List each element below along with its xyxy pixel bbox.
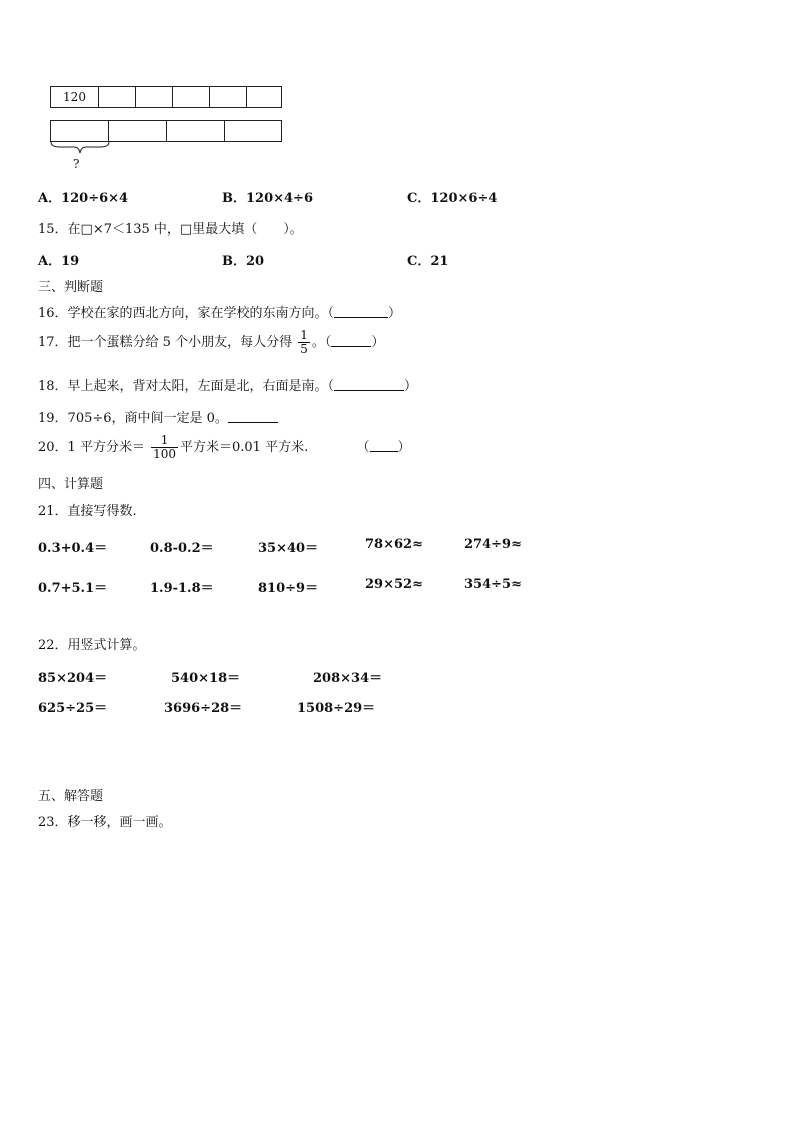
q17-fraction <box>298 329 310 356</box>
q17-fraction-denominator: 5 <box>300 342 308 356</box>
bottom-segment-cell <box>167 121 225 141</box>
q17 <box>38 329 384 356</box>
q19-answer-blank[interactable] <box>228 410 278 423</box>
section-heading-calculation: 四、计算题 <box>38 477 104 492</box>
q16-close: ） <box>388 306 402 321</box>
q17-close: ） <box>371 335 385 350</box>
q14-option-c: C．120×6÷4 <box>407 191 498 206</box>
q14-option-a: A．120÷6×4 <box>38 191 129 206</box>
q22-r2-c2: 3696÷28＝ <box>164 701 243 716</box>
top-segment-cell <box>210 87 247 107</box>
q14-option-b: B．120×4÷6 <box>222 191 314 206</box>
q17-answer-blank[interactable] <box>331 334 371 347</box>
q21-r2-c5: 354÷5≈ <box>464 577 522 592</box>
bottom-segment-strip <box>50 120 282 142</box>
q21-r1-c3: 35×40＝ <box>258 541 319 556</box>
q21-r2-c1: 0.7+5.1＝ <box>38 581 108 596</box>
q22-r1-c2: 540×18＝ <box>171 671 241 686</box>
q20 <box>38 434 411 461</box>
q22-r1-c1: 85×204＝ <box>38 671 108 686</box>
top-segment-cell <box>173 87 210 107</box>
q22-r2-c3: 1508÷29＝ <box>297 701 376 716</box>
q22-r1-c3: 208×34＝ <box>313 671 383 686</box>
q15-option-c: C．21 <box>407 254 449 269</box>
q20-paren-open: （ <box>356 440 370 455</box>
bottom-segment-cell <box>225 121 281 141</box>
q20-tail: 平方米＝0.01 平方米. <box>180 440 309 455</box>
q22-r2-c1: 625÷25＝ <box>38 701 108 716</box>
top-segment-cell <box>247 87 281 107</box>
bottom-segment-cell <box>51 121 109 141</box>
q21-r2-c3: 810÷9＝ <box>258 581 319 596</box>
q15-option-a: A．19 <box>38 254 80 269</box>
q19-text: 19．705÷6，商中间一定是 0。 <box>38 411 228 426</box>
q20-paren-close: ） <box>397 440 411 455</box>
q19 <box>38 407 278 426</box>
q20-fraction <box>151 434 178 461</box>
top-segment-strip <box>50 86 282 108</box>
q20-fraction-denominator: 100 <box>153 447 176 461</box>
q17-text: 17．把一个蛋糕分给 5 个小朋友，每人分得 <box>38 335 293 350</box>
q23-title: 23．移一移，画一画。 <box>38 815 172 830</box>
q20-fraction-numerator: 1 <box>160 433 169 447</box>
q21-r1-c5: 274÷9≈ <box>464 537 522 552</box>
q21-r1-c4: 78×62≈ <box>365 537 423 552</box>
q20-text: 20．1 平方分米＝ <box>38 440 145 455</box>
q21-r1-c2: 0.8-0.2＝ <box>150 541 214 556</box>
q16-text: 16．学校在家的西北方向，家在学校的东南方向。（ <box>38 306 335 321</box>
section-heading-judgement: 三、判断题 <box>38 280 104 295</box>
q21-r1-c1: 0.3+0.4＝ <box>38 541 108 556</box>
q18-close: ） <box>404 379 418 394</box>
q18 <box>38 375 417 394</box>
q21-title: 21．直接写得数. <box>38 504 137 519</box>
q18-answer-blank[interactable] <box>334 378 404 391</box>
top-segment-cell <box>99 87 136 107</box>
q18-text: 18．早上起来，背对太阳，左面是北，右面是南。（ <box>38 379 335 394</box>
bottom-segment-cell <box>109 121 167 141</box>
q16 <box>38 302 401 321</box>
q17-fraction-numerator: 1 <box>300 328 308 342</box>
q15-option-b: B．20 <box>222 254 265 269</box>
section-heading-solutions: 五、解答题 <box>38 789 104 804</box>
q21-r2-c2: 1.9-1.8＝ <box>150 581 214 596</box>
q20-answer-blank[interactable] <box>370 439 398 452</box>
q16-answer-blank[interactable] <box>334 305 388 318</box>
q15-stem: 15．在□×7＜135 中，□里最大填（ ）。 <box>38 222 303 237</box>
q17-tail: 。（ <box>311 335 332 350</box>
q22-title: 22．用竖式计算。 <box>38 638 146 653</box>
q21-r2-c4: 29×52≈ <box>365 577 423 592</box>
top-segment-cell <box>136 87 173 107</box>
brace-icon <box>50 141 110 155</box>
brace-label: ? <box>73 157 80 171</box>
top-segment-cell-value: 120 <box>51 87 99 107</box>
